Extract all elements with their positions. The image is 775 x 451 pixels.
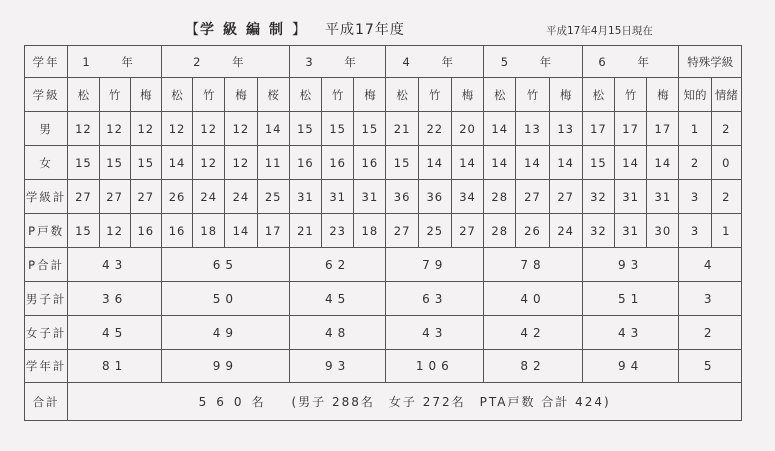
total-cell: 4 (679, 248, 742, 282)
data-cell: 14 (451, 146, 483, 180)
table-row (25, 180, 742, 214)
data-cell: 24 (193, 180, 225, 214)
class-header-cell: 桜 (257, 78, 289, 112)
data-cell: 1 (679, 112, 711, 146)
data-cell: 15 (582, 146, 614, 180)
total-cell: 36 (68, 282, 162, 316)
data-cell: 36 (418, 180, 451, 214)
grade-header-4: 4 年 (386, 46, 484, 78)
row-label: 女 (25, 146, 68, 180)
class-header-cell: 情緒 (711, 78, 741, 112)
total-cell: 45 (289, 282, 386, 316)
title-close-bracket: 】 (292, 22, 307, 38)
grade-header-6: 6 年 (582, 46, 679, 78)
data-cell: 14 (161, 146, 192, 180)
total-cell: 79 (386, 248, 484, 282)
total-cell: 106 (386, 350, 484, 383)
row-label: 男 (25, 112, 68, 146)
data-cell: 2 (711, 112, 741, 146)
summary-row (25, 383, 742, 421)
summary-detail: (男子 288名 女子 272名 PTA戸数 合計 424) (291, 395, 611, 409)
class-header-cell: 梅 (451, 78, 483, 112)
data-cell: 16 (161, 214, 192, 248)
data-cell: 14 (549, 146, 582, 180)
total-cell: 82 (484, 350, 583, 383)
grade-header-row (25, 46, 742, 78)
total-cell: 2 (679, 316, 742, 350)
row-label: 女子計 (25, 316, 68, 350)
data-cell: 15 (289, 112, 321, 146)
data-cell: 27 (549, 180, 582, 214)
class-header-cell: 松 (582, 78, 614, 112)
total-cell: 42 (484, 316, 583, 350)
grade-row-label: 学年 (25, 46, 68, 78)
grade-header-3: 3 年 (289, 46, 386, 78)
total-cell: 62 (289, 248, 386, 282)
class-header-cell: 梅 (225, 78, 257, 112)
data-cell: 15 (130, 146, 161, 180)
data-cell: 34 (451, 180, 483, 214)
data-cell: 16 (322, 146, 354, 180)
data-cell: 12 (225, 112, 257, 146)
data-cell: 17 (647, 112, 679, 146)
class-header-cell: 竹 (516, 78, 549, 112)
class-header-cell: 梅 (549, 78, 582, 112)
total-cell: 49 (161, 316, 289, 350)
data-cell: 25 (257, 180, 289, 214)
data-cell: 15 (68, 146, 99, 180)
class-header-cell: 知的 (679, 78, 711, 112)
class-header-cell: 梅 (130, 78, 161, 112)
data-cell: 14 (257, 112, 289, 146)
data-cell: 18 (193, 214, 225, 248)
data-cell: 27 (451, 214, 483, 248)
data-cell: 21 (289, 214, 321, 248)
data-cell: 14 (615, 146, 647, 180)
data-cell: 20 (451, 112, 483, 146)
class-header-cell: 松 (161, 78, 192, 112)
table-row (25, 214, 742, 248)
data-cell: 12 (193, 146, 225, 180)
data-cell: 14 (225, 214, 257, 248)
data-cell: 30 (647, 214, 679, 248)
class-header-cell: 松 (484, 78, 516, 112)
class-header-cell: 梅 (647, 78, 679, 112)
row-label: 男子計 (25, 282, 68, 316)
data-cell: 31 (289, 180, 321, 214)
total-cell: 93 (289, 350, 386, 383)
total-cell: 63 (386, 282, 484, 316)
class-header-cell: 竹 (322, 78, 354, 112)
data-cell: 12 (225, 146, 257, 180)
totals-row (25, 350, 742, 383)
total-cell: 99 (161, 350, 289, 383)
data-cell: 24 (549, 214, 582, 248)
grade-header-2: 2 年 (161, 46, 289, 78)
summary-cell (68, 383, 742, 421)
grade-header-1: 1 年 (68, 46, 162, 78)
class-header-cell: 竹 (99, 78, 130, 112)
table-row (25, 112, 742, 146)
total-cell: 51 (582, 282, 679, 316)
grade-header-5: 5 年 (484, 46, 583, 78)
row-label: 学級計 (25, 180, 68, 214)
data-cell: 26 (516, 214, 549, 248)
grade-header-7: 特殊学級 (679, 46, 742, 78)
totals-row (25, 316, 742, 350)
row-label: P合計 (25, 248, 68, 282)
data-cell: 16 (289, 146, 321, 180)
data-cell: 17 (257, 214, 289, 248)
data-cell: 25 (418, 214, 451, 248)
data-cell: 31 (322, 180, 354, 214)
total-cell: 3 (679, 282, 742, 316)
data-cell: 32 (582, 214, 614, 248)
data-cell: 17 (615, 112, 647, 146)
data-cell: 2 (679, 146, 711, 180)
class-header-cell: 松 (386, 78, 418, 112)
data-cell: 12 (99, 112, 130, 146)
class-header-row (25, 78, 742, 112)
data-cell: 32 (582, 180, 614, 214)
data-cell: 3 (679, 180, 711, 214)
data-cell: 26 (161, 180, 192, 214)
data-cell: 12 (161, 112, 192, 146)
total-cell: 40 (484, 282, 583, 316)
data-cell: 31 (615, 214, 647, 248)
class-header-cell: 竹 (193, 78, 225, 112)
data-cell: 21 (386, 112, 418, 146)
data-cell: 27 (386, 214, 418, 248)
data-cell: 12 (68, 112, 99, 146)
data-cell: 0 (711, 146, 741, 180)
data-cell: 14 (418, 146, 451, 180)
page-title (185, 19, 405, 39)
data-cell: 31 (354, 180, 386, 214)
total-cell: 5 (679, 350, 742, 383)
data-cell: 23 (322, 214, 354, 248)
data-cell: 27 (130, 180, 161, 214)
data-cell: 12 (193, 112, 225, 146)
data-cell: 22 (418, 112, 451, 146)
data-cell: 14 (647, 146, 679, 180)
data-cell: 28 (484, 214, 516, 248)
class-header-cell: 松 (68, 78, 99, 112)
data-cell: 27 (99, 180, 130, 214)
data-cell: 12 (130, 112, 161, 146)
total-cell: 43 (582, 316, 679, 350)
data-cell: 15 (322, 112, 354, 146)
as-of-date: 平成17年4月15日現在 (546, 25, 653, 37)
data-cell: 1 (711, 214, 741, 248)
row-label: P戸数 (25, 214, 68, 248)
class-header-cell: 梅 (354, 78, 386, 112)
summary-label: 合計 (25, 383, 68, 421)
data-cell: 18 (354, 214, 386, 248)
data-cell: 2 (711, 180, 741, 214)
data-cell: 3 (679, 214, 711, 248)
class-header-cell: 松 (289, 78, 321, 112)
data-cell: 27 (516, 180, 549, 214)
data-cell: 31 (647, 180, 679, 214)
data-cell: 17 (582, 112, 614, 146)
total-cell: 81 (68, 350, 162, 383)
data-cell: 24 (225, 180, 257, 214)
class-row-label: 学級 (25, 78, 68, 112)
data-cell: 15 (386, 146, 418, 180)
total-cell: 43 (68, 248, 162, 282)
total-cell: 50 (161, 282, 289, 316)
totals-row (25, 248, 742, 282)
data-cell: 16 (354, 146, 386, 180)
data-cell: 14 (484, 112, 516, 146)
data-cell: 27 (68, 180, 99, 214)
total-cell: 94 (582, 350, 679, 383)
total-cell: 65 (161, 248, 289, 282)
data-cell: 15 (99, 146, 130, 180)
totals-row (25, 282, 742, 316)
row-label: 学年計 (25, 350, 68, 383)
total-cell: 78 (484, 248, 583, 282)
data-cell: 13 (549, 112, 582, 146)
data-cell: 14 (484, 146, 516, 180)
data-cell: 15 (354, 112, 386, 146)
class-organization-table (24, 45, 742, 421)
data-cell: 11 (257, 146, 289, 180)
summary-total: 560名 (198, 395, 274, 409)
data-cell: 13 (516, 112, 549, 146)
data-cell: 15 (68, 214, 99, 248)
data-cell: 14 (516, 146, 549, 180)
class-header-cell: 竹 (615, 78, 647, 112)
data-cell: 36 (386, 180, 418, 214)
total-cell: 93 (582, 248, 679, 282)
data-cell: 31 (615, 180, 647, 214)
total-cell: 48 (289, 316, 386, 350)
title-main: 学級編制 (200, 22, 292, 38)
table-row (25, 146, 742, 180)
total-cell: 43 (386, 316, 484, 350)
title-year: 平成17年度 (325, 22, 405, 38)
total-cell: 45 (68, 316, 162, 350)
class-header-cell: 竹 (418, 78, 451, 112)
data-cell: 28 (484, 180, 516, 214)
title-open-bracket: 【 (185, 22, 200, 38)
data-cell: 16 (130, 214, 161, 248)
data-cell: 12 (99, 214, 130, 248)
